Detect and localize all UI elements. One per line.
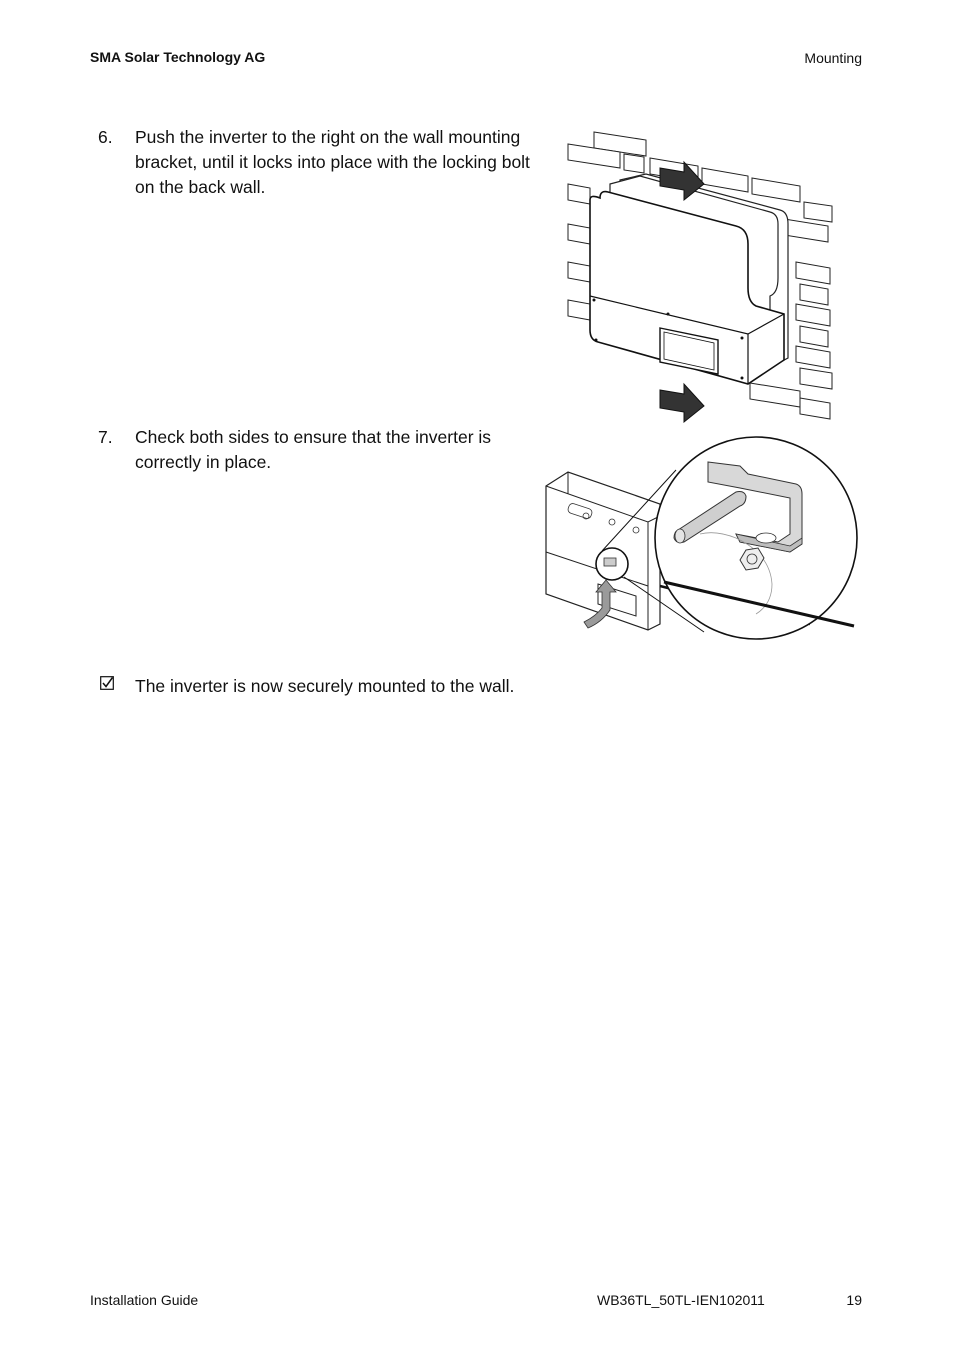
locking-bolt-detail-illustration <box>540 434 862 644</box>
footer-page-number: 19 <box>846 1292 862 1308</box>
header-company: SMA Solar Technology AG <box>90 49 266 65</box>
header-section: Mounting <box>804 50 862 66</box>
footer-guide: Installation Guide <box>90 1292 199 1308</box>
checkbox-checked-icon <box>100 676 114 690</box>
push-right-arrow <box>660 384 704 422</box>
step-text: Check both sides to ensure that the inverter is correctly in place. <box>135 427 492 472</box>
step-text: Push the inverter to the right on the wall mounting bracket, until it locks into place with the locking bolt on the back wall. <box>135 127 530 197</box>
inverter-push-illustration <box>560 128 840 428</box>
result-text: The inverter is now securely mounted to the wall. <box>135 676 515 696</box>
footer-doc-id: WB36TL_50TL-IEN102011 <box>597 1292 765 1308</box>
step-number: 7. <box>98 427 113 447</box>
step-number: 6. <box>98 127 113 147</box>
